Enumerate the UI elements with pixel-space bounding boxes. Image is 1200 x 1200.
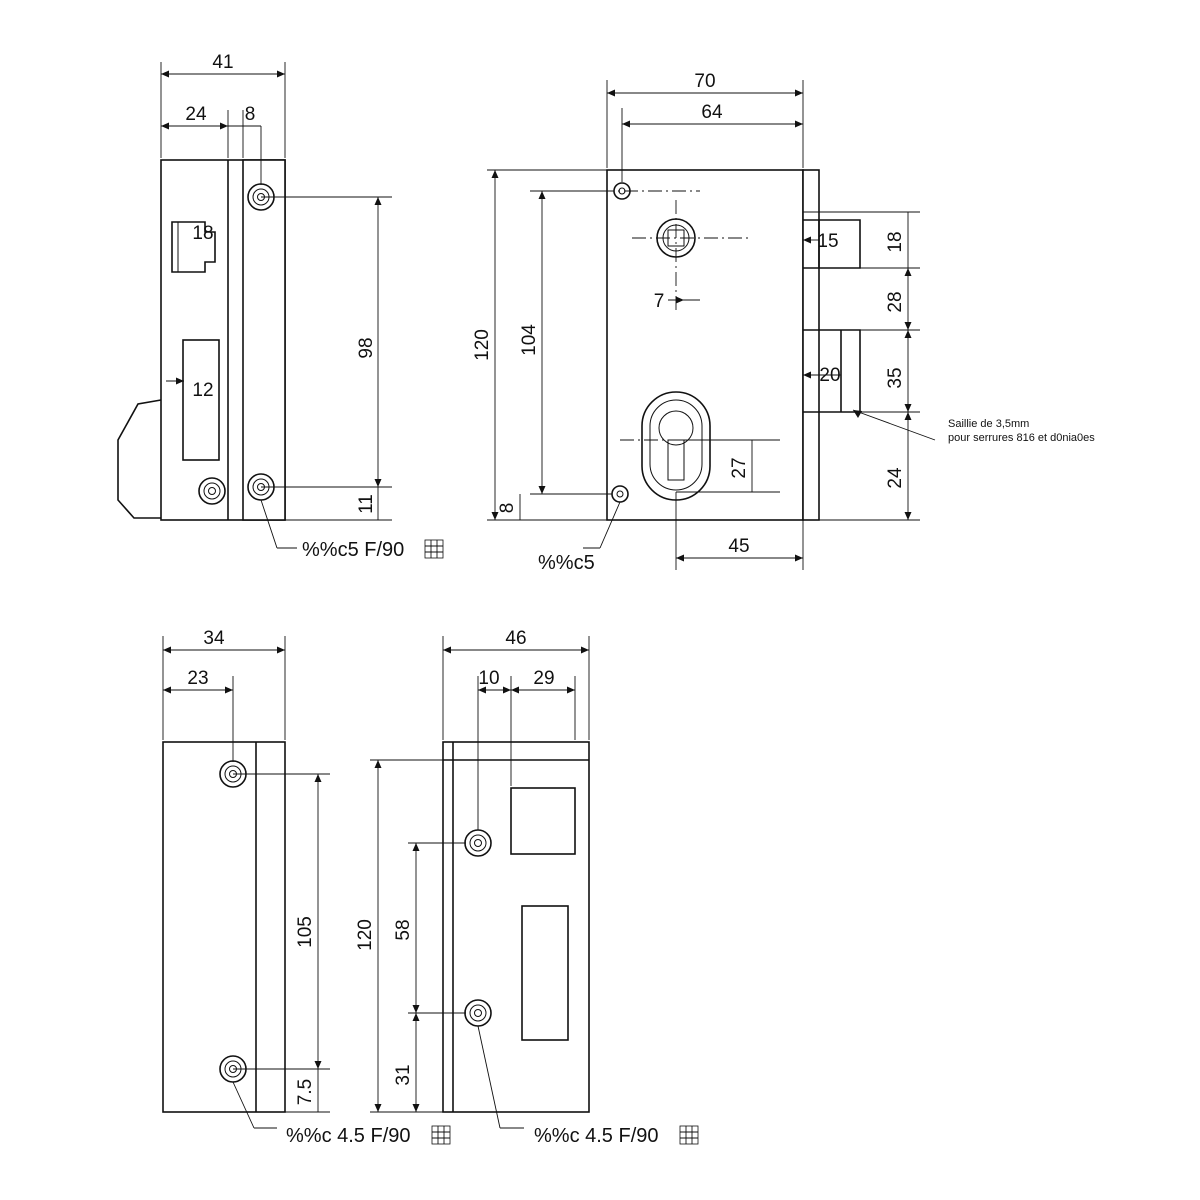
dim-value-28: 28 (885, 291, 906, 313)
dim-value-10: 10 (478, 668, 500, 689)
arrow (413, 1104, 420, 1112)
arrow (277, 647, 285, 654)
dim-value-41: 41 (212, 52, 234, 73)
arrow (161, 123, 169, 130)
note-leader (853, 410, 935, 440)
strike-outline (443, 742, 589, 1112)
latch-profile (118, 400, 161, 518)
hatch-block-4 (680, 1126, 698, 1144)
dim-value-70: 70 (694, 71, 716, 92)
screw-bottom-left (199, 478, 225, 504)
view-strike-plate (355, 628, 698, 1147)
arrow (503, 687, 511, 694)
arrow (581, 647, 589, 654)
arrow (413, 1005, 420, 1013)
dim-value-29: 29 (533, 668, 555, 689)
arrow (676, 555, 684, 562)
arrow (375, 760, 382, 768)
faceplate-strip (243, 160, 285, 520)
dim-value-24: 24 (885, 467, 906, 489)
dim-value-46: 46 (505, 628, 527, 649)
dim-value-98: 98 (356, 337, 377, 359)
arrow (795, 555, 803, 562)
dim-value-8: 8 (244, 104, 256, 125)
arrow (413, 1013, 420, 1021)
dim-value-8b: 8 (497, 502, 518, 514)
note-line-2: pour serrures 816 et d0nia0es (948, 432, 1095, 444)
arrow (905, 322, 912, 330)
arrow (375, 197, 382, 205)
dim-value-18b: 18 (885, 231, 906, 253)
arrow (511, 687, 519, 694)
hole-bottom (612, 486, 628, 502)
faceplate-outline (163, 742, 285, 1112)
dim-value-23: 23 (187, 668, 209, 689)
screw-top-4 (465, 830, 491, 856)
arrow (795, 121, 803, 128)
dim-value-105: 105 (295, 916, 316, 948)
arrow (413, 843, 420, 851)
view-side-left (118, 52, 443, 561)
arrow (905, 404, 912, 412)
lock-body-front (607, 170, 803, 520)
arrow (795, 90, 803, 97)
dim-value-58: 58 (393, 919, 414, 941)
screw-bottom-4 (465, 1000, 491, 1026)
arrow (443, 647, 451, 654)
dim-value-24: 24 (185, 104, 207, 125)
front-faceplate (803, 170, 819, 520)
dim-value-120b: 120 (355, 919, 376, 951)
view-front (472, 71, 1095, 574)
arrow (539, 486, 546, 494)
arrow (905, 412, 912, 420)
dim-value-104: 104 (519, 324, 540, 356)
arrow (315, 774, 322, 782)
dim-value-7-5: 7.5 (295, 1078, 316, 1106)
arrow (375, 1104, 382, 1112)
arrow (163, 687, 171, 694)
dim-value-45: 45 (728, 536, 750, 557)
dim-value-15: 15 (817, 231, 839, 252)
callout-label-3: %%c 4.5 F/90 (286, 1125, 411, 1147)
dim-value-11: 11 (356, 494, 377, 514)
dim-value-34: 34 (203, 628, 225, 649)
arrow (622, 121, 630, 128)
dim-value-20: 20 (819, 365, 841, 386)
callout-label-4: %%c 4.5 F/90 (534, 1125, 659, 1147)
arrow (315, 1061, 322, 1069)
dim-value-64: 64 (701, 102, 723, 123)
arrow (277, 71, 285, 78)
arrow (905, 512, 912, 520)
dim-value-27: 27 (729, 457, 750, 479)
arrow (905, 330, 912, 338)
arrow (607, 90, 615, 97)
arrow (567, 687, 575, 694)
arrow (905, 268, 912, 276)
arrow (375, 479, 382, 487)
arrow (225, 687, 233, 694)
callout-label-2: %%c5 (538, 552, 595, 574)
arrow (163, 647, 171, 654)
callout-label-1: %%c5 F/90 (302, 539, 405, 561)
note-line-1: Saillie de 3,5mm (948, 418, 1030, 430)
dim-value-12: 12 (192, 380, 214, 401)
hatch-block-3 (432, 1126, 450, 1144)
dim-value-7: 7 (653, 291, 665, 312)
dim-value-31: 31 (393, 1064, 414, 1086)
hatch-block-1 (425, 540, 443, 558)
dim-value-120: 120 (472, 329, 493, 361)
arrow (492, 170, 499, 178)
arrow (161, 71, 169, 78)
arrow (220, 123, 228, 130)
dim-value-18: 18 (192, 223, 214, 244)
dim-value-35: 35 (885, 367, 906, 389)
arrow (853, 410, 862, 418)
arrow (539, 191, 546, 199)
